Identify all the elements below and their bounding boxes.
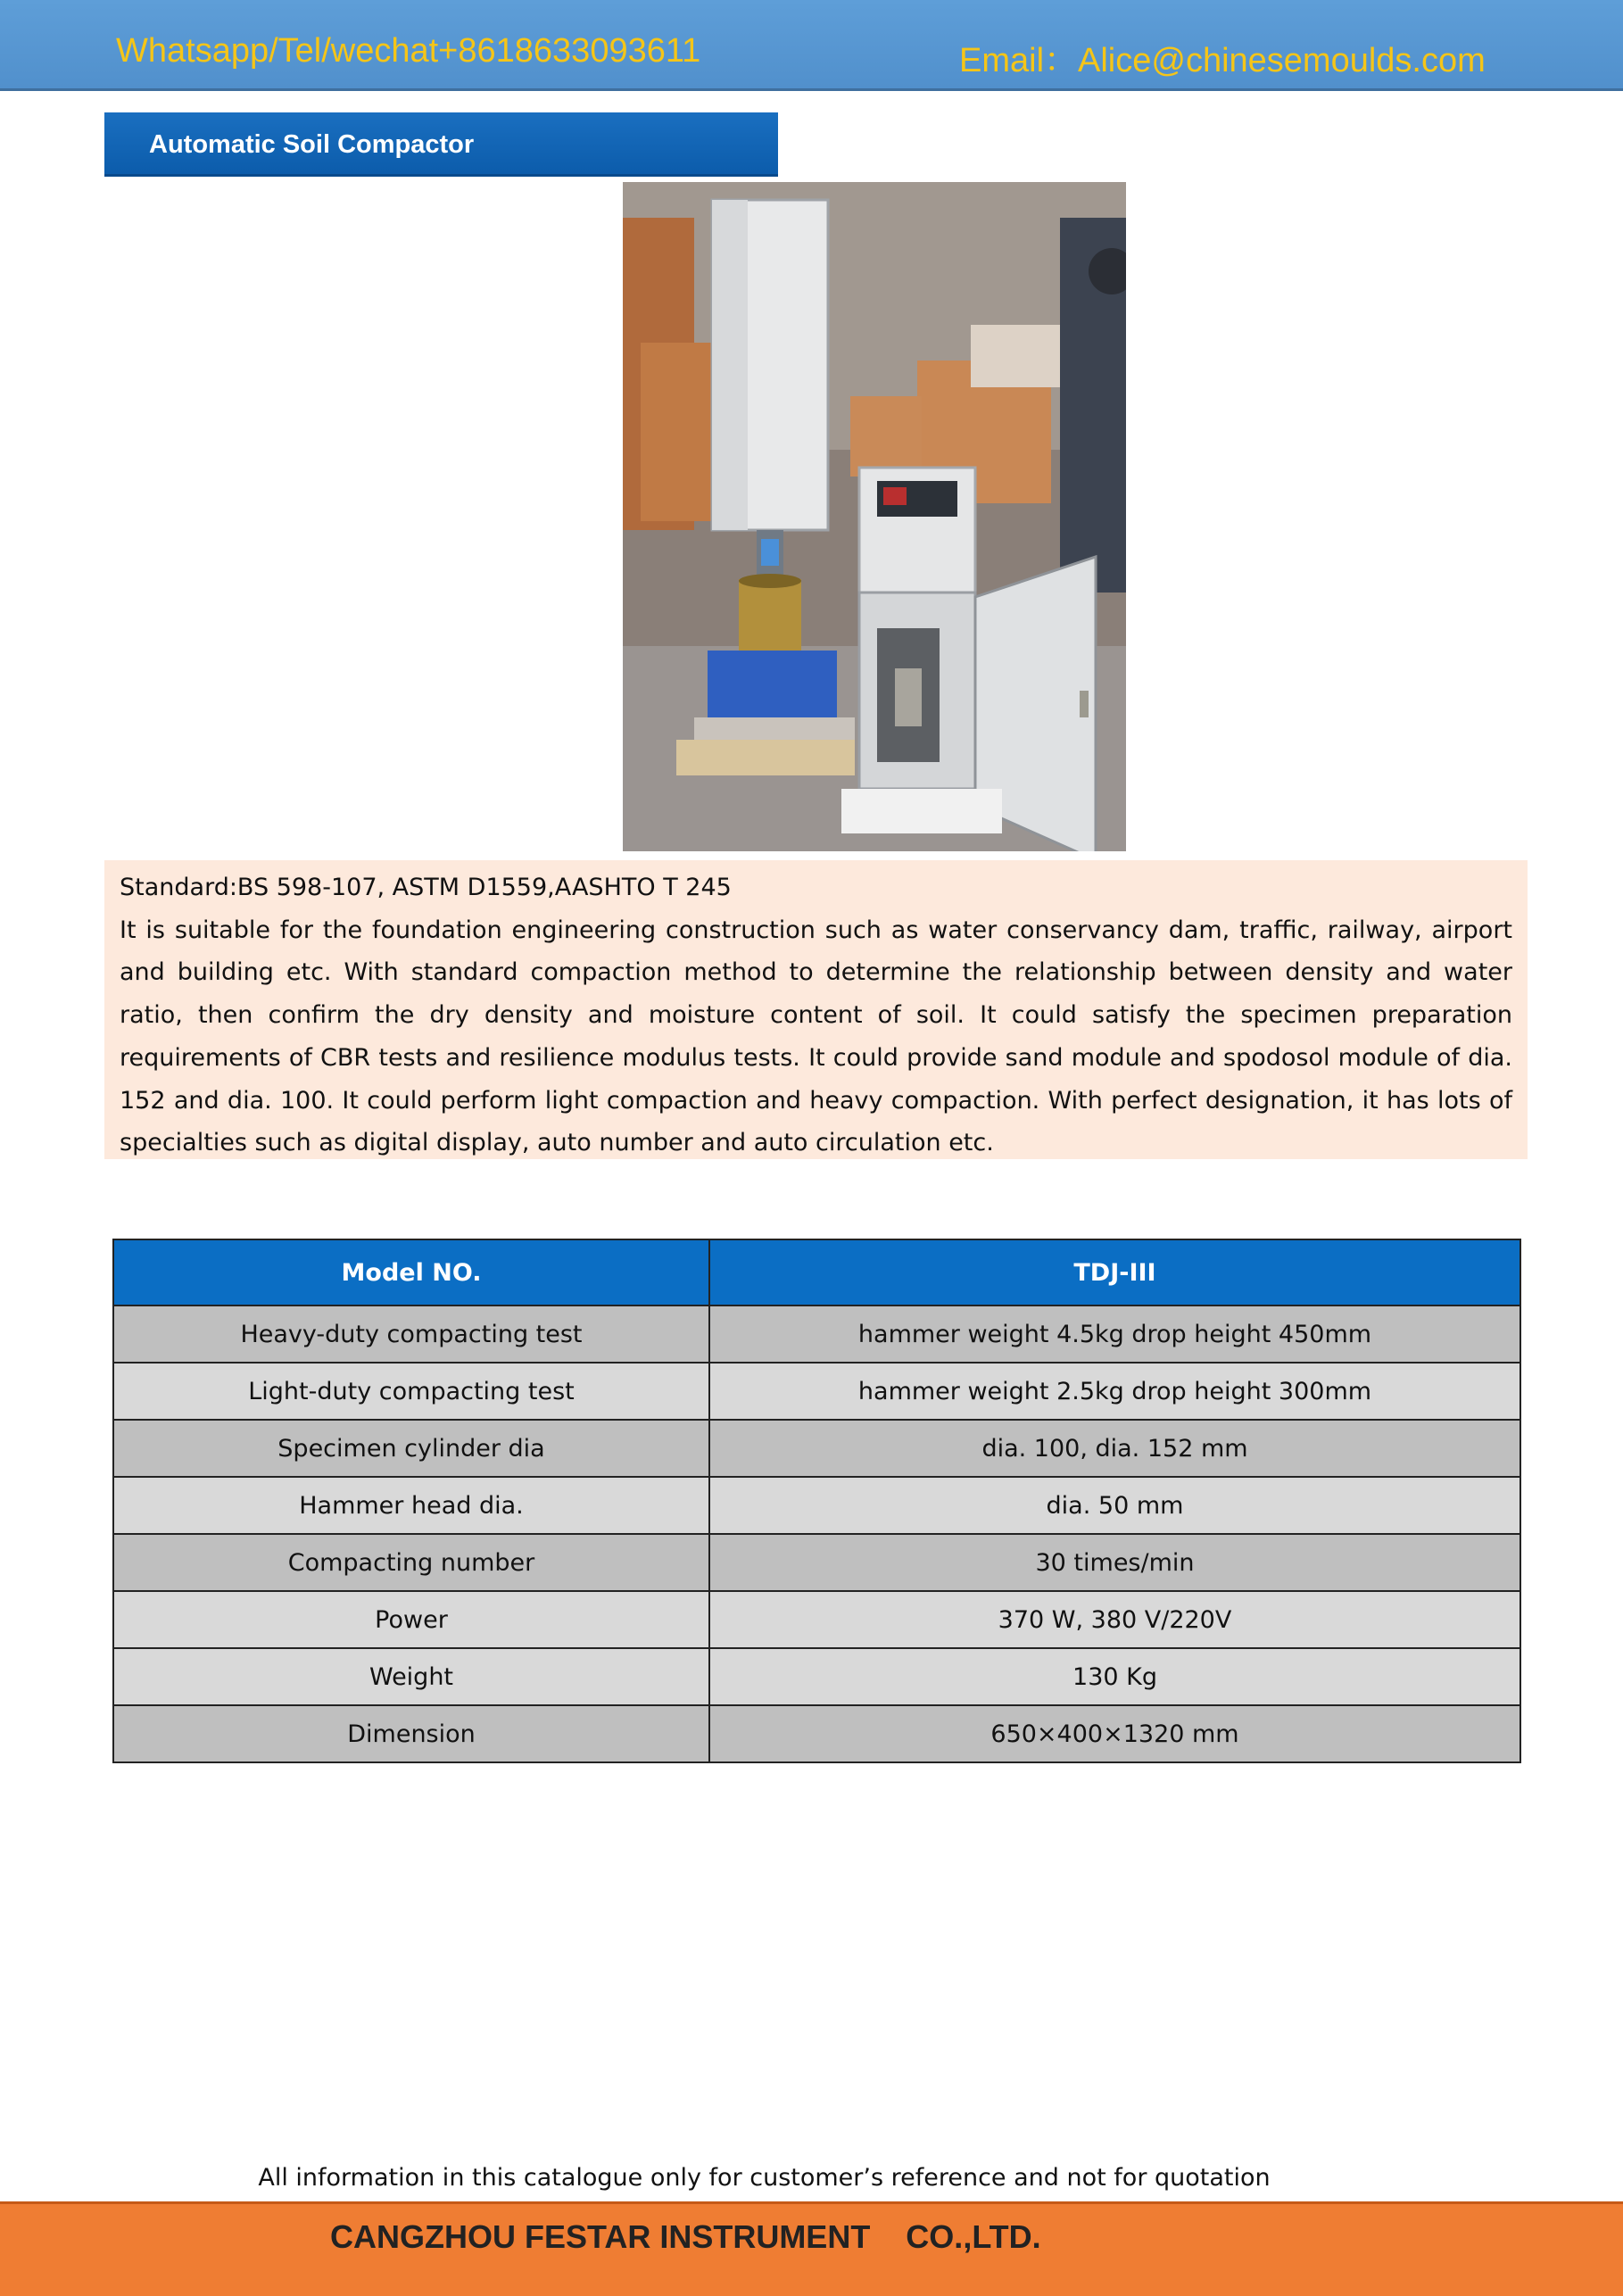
table-row: [113, 1420, 1520, 1477]
disclaimer: All information in this catalogue only for customer’s reference and not for quotation: [258, 2164, 1271, 2192]
contact-phone: Whatsapp/Tel/wechat+8618633093611: [116, 32, 701, 70]
spec-value: hammer weight 2.5kg drop height 300mm: [709, 1363, 1520, 1420]
spec-value: 370 W, 380 V/220V: [709, 1591, 1520, 1648]
spec-value: dia. 50 mm: [709, 1477, 1520, 1534]
spec-value: hammer weight 4.5kg drop height 450mm: [709, 1305, 1520, 1363]
spec-header-label: Model NO.: [113, 1239, 709, 1305]
description-text: It is suitable for the foundation engineering construction such as water conservancy dam, traffic, railway, airport and building etc. With standard compaction method to determine the relationship between density and water ratio, then confirm the dry density and moisture content of soil. It could satisfy the specimen preparation requirements of CBR tests and resilience modulus tests. It could provide sand module and spodosol module of dia. 152 and dia. 100. It could perform light compaction and heavy compaction. With perfect designation, it has lots of specialties such as digital display, auto number and auto circulation etc.: [120, 916, 1512, 1157]
table-row: [113, 1591, 1520, 1648]
product-description: [104, 860, 1528, 1159]
product-photo: [623, 182, 1126, 851]
spec-label: Light-duty compacting test: [113, 1363, 709, 1420]
spec-header-value: TDJ-III: [709, 1239, 1520, 1305]
table-row: [113, 1305, 1520, 1363]
section-title: Automatic Soil Compactor: [149, 130, 475, 159]
page-footer: [0, 2201, 1623, 2296]
spec-label: Dimension: [113, 1705, 709, 1762]
table-row: [113, 1534, 1520, 1591]
spec-table-header: [113, 1239, 1520, 1305]
spec-label: Heavy-duty compacting test: [113, 1305, 709, 1363]
spec-table: [112, 1239, 1521, 1763]
contact-email: Email：Alice@chinesemoulds.com: [959, 42, 1486, 79]
page-header: [0, 0, 1623, 91]
spec-label: Weight: [113, 1648, 709, 1705]
table-row: [113, 1363, 1520, 1420]
company-name: CANGZHOU FESTAR INSTRUMENT CO.,LTD.: [330, 2218, 1041, 2255]
spec-value: dia. 100, dia. 152 mm: [709, 1420, 1520, 1477]
spec-value: 650×400×1320 mm: [709, 1705, 1520, 1762]
spec-value: 30 times/min: [709, 1534, 1520, 1591]
spec-value: 130 Kg: [709, 1648, 1520, 1705]
section-title-bar: [104, 112, 778, 177]
table-row: [113, 1705, 1520, 1762]
table-row: [113, 1648, 1520, 1705]
spec-label: Power: [113, 1591, 709, 1648]
standard-text: Standard:BS 598-107, ASTM D1559,AASHTO T 245: [120, 874, 732, 901]
spec-label: Hammer head dia.: [113, 1477, 709, 1534]
spec-label: Compacting number: [113, 1534, 709, 1591]
table-row: [113, 1477, 1520, 1534]
product-photo-illustration: [623, 182, 1126, 851]
spec-label: Specimen cylinder dia: [113, 1420, 709, 1477]
